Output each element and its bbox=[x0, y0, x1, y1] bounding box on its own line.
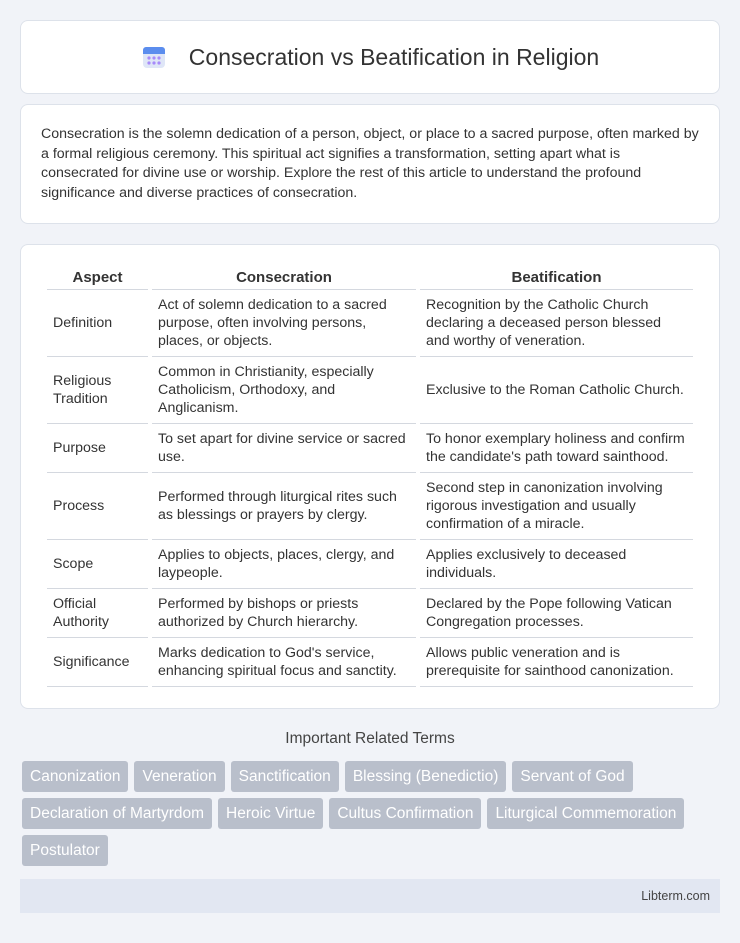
table-row bbox=[47, 473, 693, 540]
table-row bbox=[47, 589, 693, 638]
related-term-tag[interactable]: Declaration of Martyrdom bbox=[22, 798, 212, 829]
cell-consecration: To set apart for divine service or sacred use. bbox=[152, 424, 416, 473]
footer-site-link[interactable]: Libterm.com bbox=[641, 889, 710, 903]
cell-consecration: Performed by bishops or priests authorized by Church hierarchy. bbox=[152, 589, 416, 638]
cell-beatification: Second step in canonization involving rigorous investigation and usually confirmation of a miracle. bbox=[420, 473, 693, 540]
table-header-row bbox=[47, 261, 693, 290]
cell-aspect: Definition bbox=[47, 290, 148, 357]
related-term-tag[interactable]: Liturgical Commemoration bbox=[487, 798, 684, 829]
footer bbox=[20, 879, 720, 913]
intro-text: Consecration is the solemn dedication of a person, object, or place to a sacred purpose, often marked by a formal religious ceremony. This spiritual act signifies a transformation, setting apart what is consecrated for divine use or worship. Explore the rest of this article to understand the profound significance and diverse practices of consecration. bbox=[41, 126, 699, 201]
cell-beatification: Allows public veneration and is prerequisite for sainthood canonization. bbox=[420, 638, 693, 687]
related-term-tag[interactable]: Cultus Confirmation bbox=[329, 798, 481, 829]
cell-consecration: Performed through liturgical rites such as blessings or prayers by clergy. bbox=[152, 473, 416, 540]
cell-beatification: Recognition by the Catholic Church declaring a deceased person blessed and worthy of veneration. bbox=[420, 290, 693, 357]
related-terms-title: Important Related Terms bbox=[285, 730, 455, 747]
related-term-tag[interactable]: Heroic Virtue bbox=[218, 798, 323, 829]
comparison-table bbox=[43, 261, 697, 687]
page-title: Consecration vs Beatification in Religion bbox=[188, 43, 600, 70]
table-row bbox=[47, 540, 693, 589]
related-term-tag[interactable]: Canonization bbox=[22, 761, 128, 792]
table-row bbox=[47, 290, 693, 357]
intro-card bbox=[20, 104, 720, 224]
table-row bbox=[47, 357, 693, 424]
header-aspect: Aspect bbox=[47, 261, 148, 290]
cell-consecration: Applies to objects, places, clergy, and laypeople. bbox=[152, 540, 416, 589]
cell-consecration: Act of solemn dedication to a sacred purpose, often involving persons, places, or objects. bbox=[152, 290, 416, 357]
calendar-icon bbox=[141, 44, 167, 70]
title-wrap bbox=[141, 44, 599, 71]
cell-consecration: Marks dedication to God's service, enhancing spiritual focus and sanctity. bbox=[152, 638, 416, 687]
header-consecration: Consecration bbox=[152, 261, 416, 290]
table-row bbox=[47, 638, 693, 687]
cell-beatification: To honor exemplary holiness and confirm the candidate's path toward sainthood. bbox=[420, 424, 693, 473]
related-term-tag[interactable]: Postulator bbox=[22, 835, 108, 866]
cell-aspect: Process bbox=[47, 473, 148, 540]
cell-beatification: Applies exclusively to deceased individuals. bbox=[420, 540, 693, 589]
cell-beatification: Declared by the Pope following Vatican Congregation processes. bbox=[420, 589, 693, 638]
related-term-tag[interactable]: Servant of God bbox=[512, 761, 632, 792]
related-terms-list bbox=[22, 761, 722, 872]
cell-aspect: Official Authority bbox=[47, 589, 148, 638]
header-card bbox=[20, 20, 720, 94]
cell-consecration: Common in Christianity, especially Catholicism, Orthodoxy, and Anglicanism. bbox=[152, 357, 416, 424]
related-term-tag[interactable]: Sanctification bbox=[231, 761, 339, 792]
comparison-table-card bbox=[20, 244, 720, 709]
related-term-tag[interactable]: Blessing (Benedictio) bbox=[345, 761, 507, 792]
cell-aspect: Religious Tradition bbox=[47, 357, 148, 424]
header-beatification: Beatification bbox=[420, 261, 693, 290]
cell-aspect: Scope bbox=[47, 540, 148, 589]
cell-aspect: Significance bbox=[47, 638, 148, 687]
table-row bbox=[47, 424, 693, 473]
related-term-tag[interactable]: Veneration bbox=[134, 761, 224, 792]
cell-aspect: Purpose bbox=[47, 424, 148, 473]
cell-beatification: Exclusive to the Roman Catholic Church. bbox=[420, 357, 693, 424]
